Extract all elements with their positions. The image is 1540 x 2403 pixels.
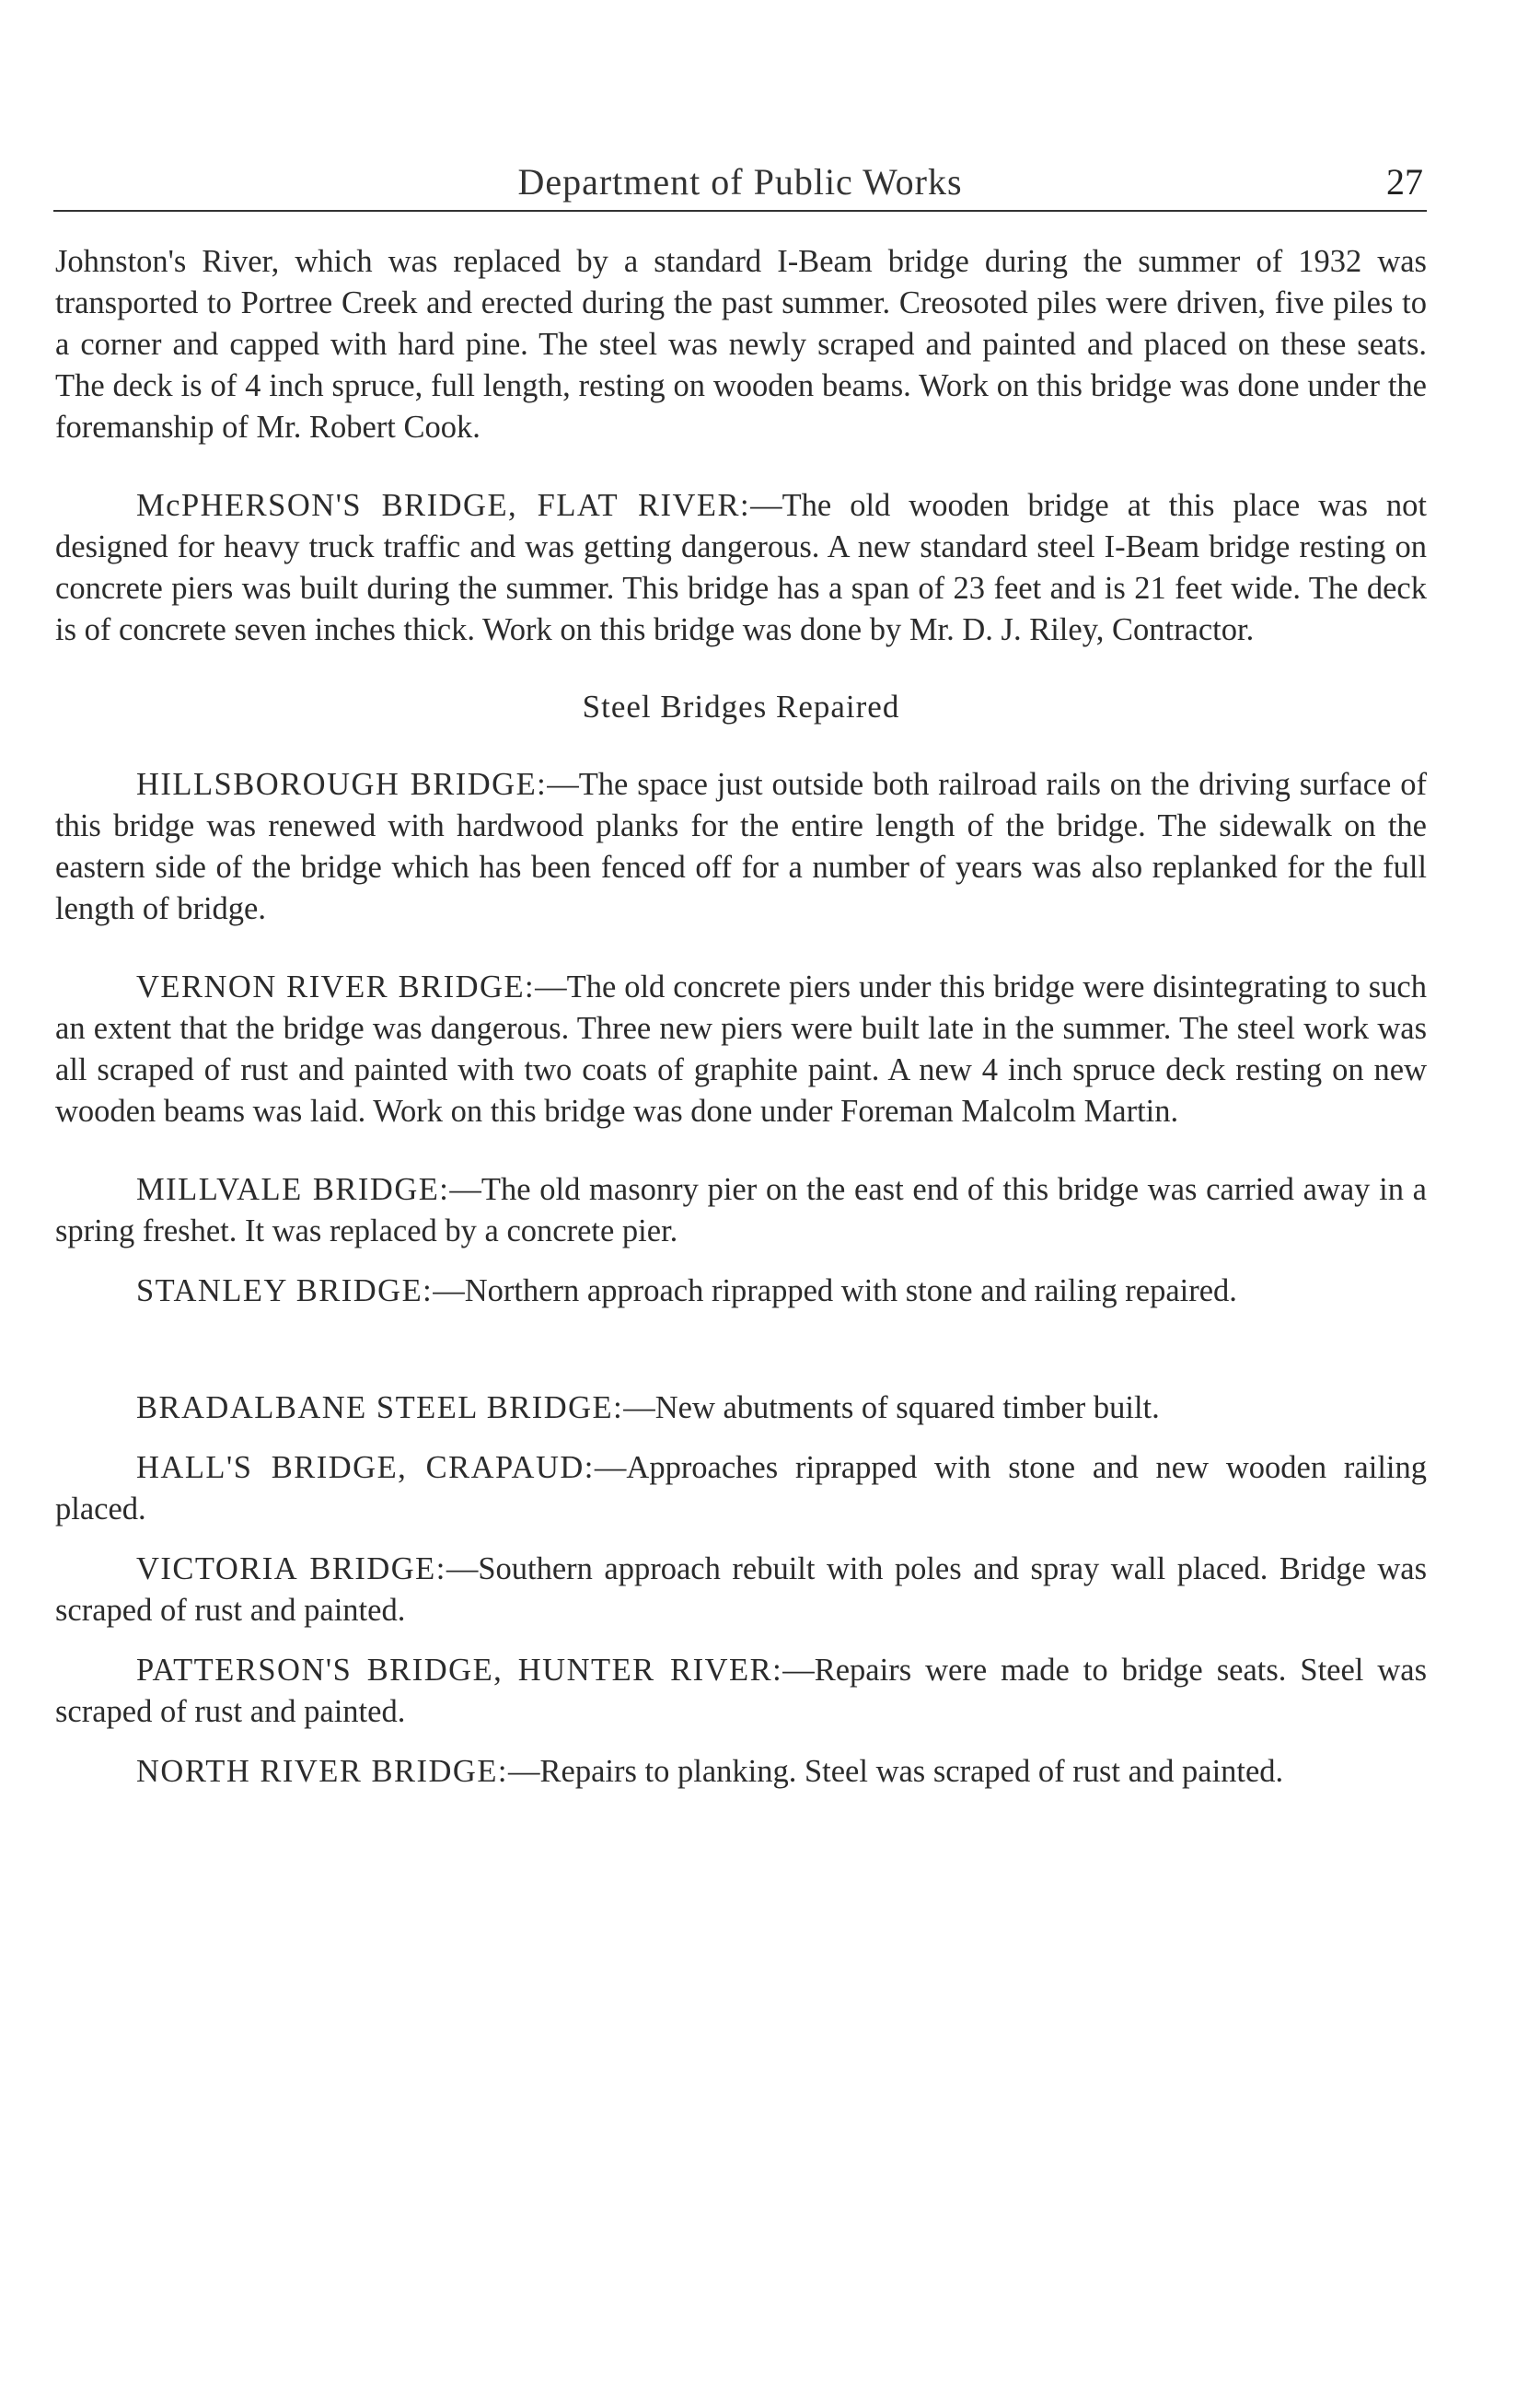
paragraph-pattersons-bridge bbox=[55, 1650, 1427, 1733]
paragraph-text: —Repairs to planking. Steel was scraped of rust and painted. bbox=[508, 1754, 1284, 1789]
bridge-name: VICTORIA BRIDGE: bbox=[136, 1551, 446, 1586]
paragraph-bradalbane-bridge bbox=[55, 1387, 1427, 1429]
paragraph-portree-creek bbox=[55, 241, 1427, 448]
paragraph-halls-bridge bbox=[55, 1447, 1427, 1530]
paragraph-text: —The old concrete piers under this bridge were disintegrating to such an extent that the bridge was dangerous. Three new piers were built late in the summer. The steel work was all scraped of rust and painted with two coats of graphite paint. A new 4 inch spruce deck resting on new wooden beams was laid. Work on this bridge was done under Foreman Malcolm Martin. bbox=[55, 969, 1427, 1129]
bridge-name: NORTH RIVER BRIDGE: bbox=[136, 1754, 509, 1789]
paragraph-text: —Southern approach rebuilt with poles and spray wall placed. Bridge was scraped of rust and painted. bbox=[55, 1551, 1427, 1628]
paragraph-millvale-bridge bbox=[55, 1169, 1427, 1252]
header-title: Department of Public Works bbox=[517, 161, 963, 203]
bridge-name: HILLSBOROUGH BRIDGE: bbox=[136, 767, 548, 802]
paragraph-text: Johnston's River, which was replaced by a standard I-Beam bridge during the summer of 1932 was transported to Portree Creek and erected during the past summer. Creosoted piles were driven, five piles to a corner and capped with hard pine. The steel was newly scraped and painted and placed on these seats. The deck is of 4 inch spruce, full length, resting on wooden beams. Work on this bridge was done under the foremanship of Mr. Robert Cook. bbox=[55, 244, 1427, 445]
bridge-name: McPHERSON'S BRIDGE, FLAT RIVER: bbox=[136, 488, 751, 523]
bridge-name: BRADALBANE STEEL BRIDGE: bbox=[136, 1390, 624, 1425]
paragraph-text: —Northern approach riprapped with stone and railing repaired. bbox=[433, 1273, 1237, 1308]
paragraph-vernon-river-bridge bbox=[55, 967, 1427, 1132]
paragraph-mcpherson-bridge bbox=[55, 485, 1427, 651]
bridge-name: HALL'S BRIDGE, CRAPAUD: bbox=[136, 1450, 595, 1485]
paragraph-text: —New abutments of squared timber built. bbox=[623, 1390, 1160, 1425]
paragraph-text: —The old masonry pier on the east end of this bridge was carried away in a spring freshet. It was replaced by a concrete pier. bbox=[55, 1172, 1427, 1248]
paragraph-victoria-bridge bbox=[55, 1549, 1427, 1631]
body-text bbox=[55, 241, 1427, 1793]
paragraph-text: —The space just outside both railroad rails on the driving surface of this bridge was renewed with hardwood planks for the entire length of the bridge. The sidewalk on the eastern side of the bridge which has been fenced off for a number of years was also replanked for the full length of bridge. bbox=[55, 767, 1427, 926]
paragraph-text: —The old wooden bridge at this place was not designed for heavy truck traffic and was getting dangerous. A new standard steel I-Beam bridge resting on concrete piers was built during the summer. This bridge has a span of 23 feet and is 21 feet wide. The deck is of concrete seven inches thick. Work on this bridge was done by Mr. D. J. Riley, Contractor. bbox=[55, 488, 1427, 647]
bridge-name: PATTERSON'S BRIDGE, HUNTER RIVER: bbox=[136, 1653, 783, 1688]
bridge-name: VERNON RIVER BRIDGE: bbox=[136, 969, 536, 1004]
section-heading: Steel Bridges Repaired bbox=[582, 689, 900, 725]
paragraph-text: —Approaches riprapped with stone and new wooden railing placed. bbox=[55, 1450, 1427, 1527]
paragraph-stanley-bridge bbox=[55, 1271, 1427, 1312]
paragraph-north-river-bridge bbox=[55, 1751, 1427, 1793]
bridge-name: STANLEY BRIDGE: bbox=[136, 1273, 434, 1308]
bridge-name: MILLVALE BRIDGE: bbox=[136, 1172, 450, 1207]
paragraph-hillsborough-bridge bbox=[55, 764, 1427, 930]
running-header bbox=[53, 158, 1427, 212]
paragraph-text: —Repairs were made to bridge seats. Steel was scraped of rust and painted. bbox=[55, 1653, 1427, 1729]
page-number: 27 bbox=[1386, 161, 1423, 203]
